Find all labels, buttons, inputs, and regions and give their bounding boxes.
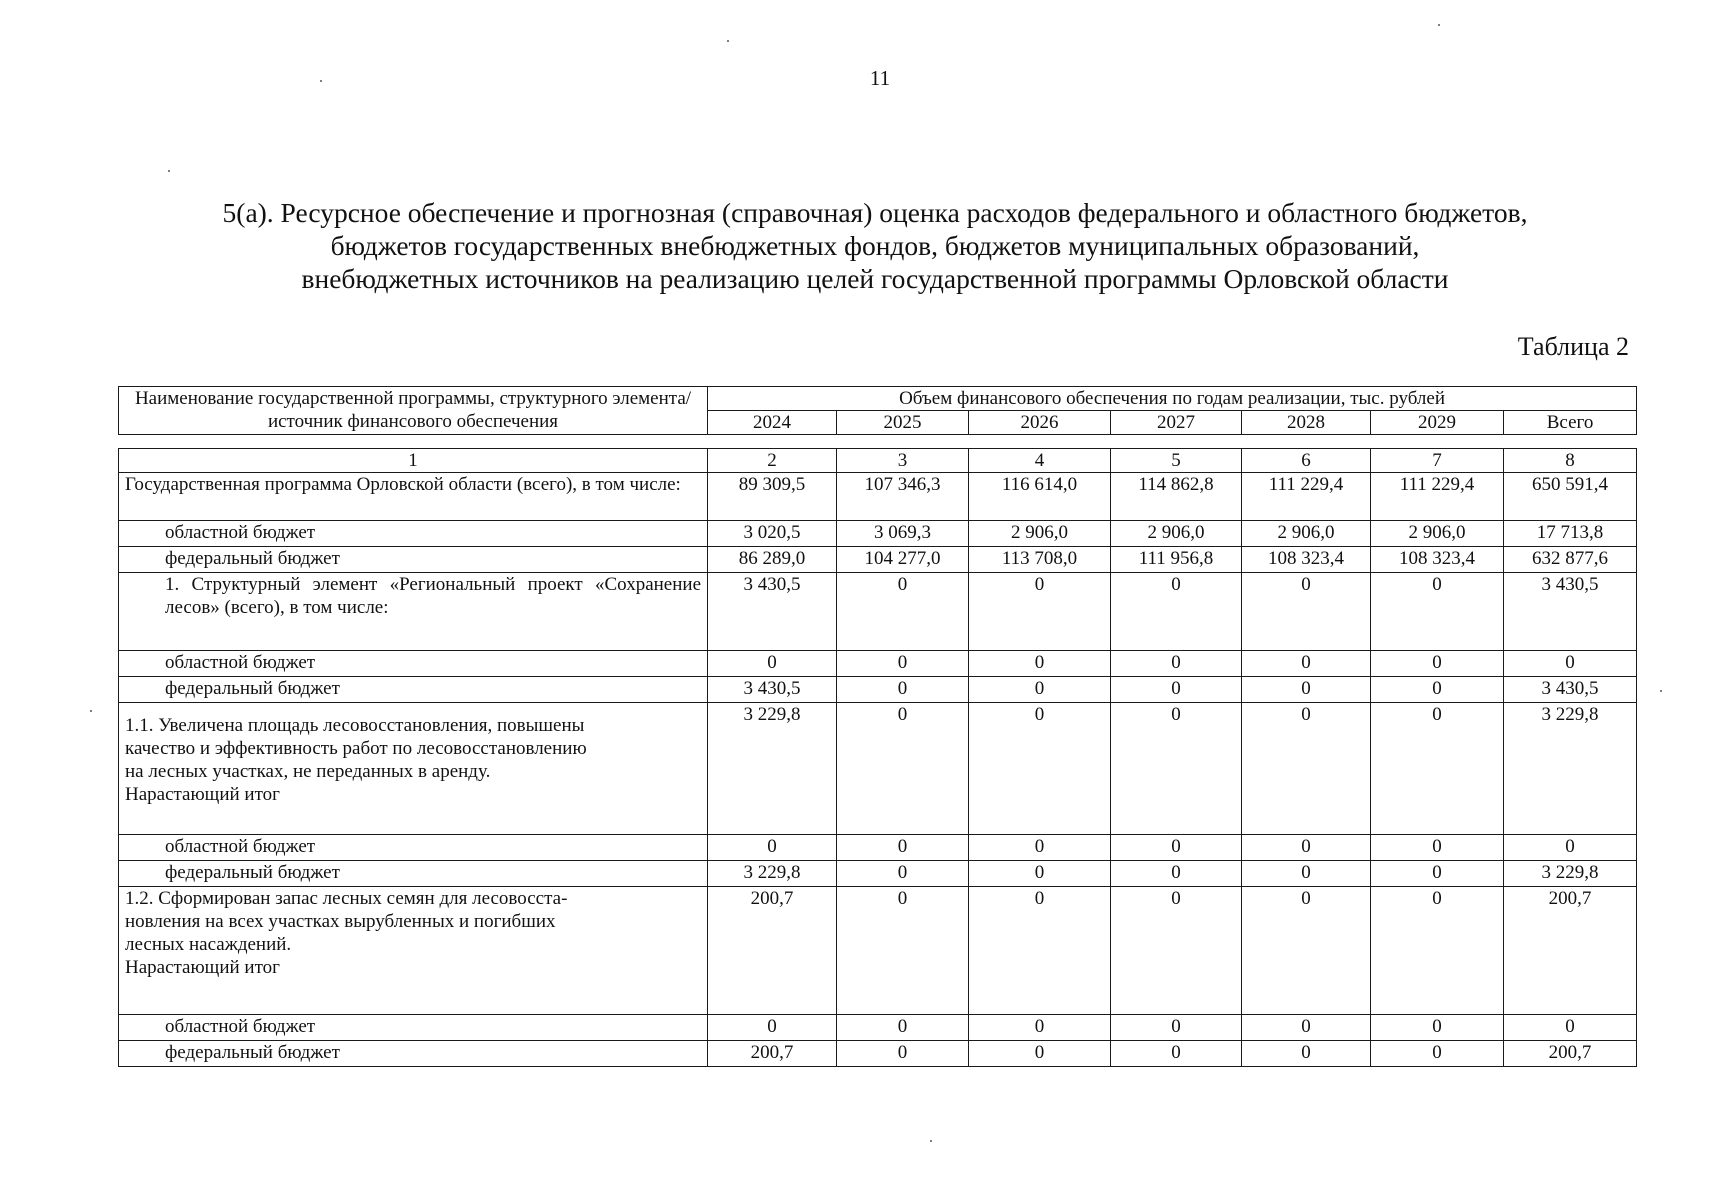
row-value: 0 bbox=[837, 1041, 969, 1067]
row-value: 0 bbox=[969, 651, 1111, 677]
row-name-line: на лесных участках, не переданных в аренду. bbox=[125, 761, 491, 782]
row-name: областной бюджет bbox=[119, 1015, 708, 1041]
row-value: 0 bbox=[1371, 573, 1504, 651]
row-value: 0 bbox=[1111, 835, 1242, 861]
document-title bbox=[160, 196, 1590, 295]
row-name: федеральный бюджет bbox=[119, 1041, 708, 1067]
table-row bbox=[119, 547, 1637, 573]
row-value: 104 277,0 bbox=[837, 547, 969, 573]
row-name-line: Нарастающий итог bbox=[125, 957, 280, 978]
row-name: областной бюджет bbox=[119, 651, 708, 677]
table-header bbox=[118, 386, 1637, 435]
row-value: 116 614,0 bbox=[969, 473, 1111, 521]
table-row bbox=[119, 887, 1637, 1015]
row-value: 200,7 bbox=[1504, 1041, 1637, 1067]
scan-speck bbox=[1660, 690, 1662, 692]
row-value: 0 bbox=[969, 573, 1111, 651]
row-value: 86 289,0 bbox=[708, 547, 837, 573]
scan-speck bbox=[727, 40, 729, 42]
header-year: 2024 bbox=[708, 411, 837, 435]
row-value: 0 bbox=[1242, 861, 1371, 887]
column-number: 7 bbox=[1371, 449, 1504, 473]
column-numbers-row bbox=[119, 449, 1637, 473]
row-name-line: новления на всех участках вырубленных и погибших bbox=[125, 911, 556, 932]
row-value: 0 bbox=[969, 1041, 1111, 1067]
row-value: 3 229,8 bbox=[1504, 703, 1637, 835]
title-line: 5(а). Ресурсное обеспечение и прогнозная (справочная) оценка расходов федерального и областного бюджетов, bbox=[222, 197, 1528, 228]
row-name: областной бюджет bbox=[119, 835, 708, 861]
row-value: 0 bbox=[708, 651, 837, 677]
page-number: 11 bbox=[869, 66, 891, 90]
header-funding-group: Объем финансового обеспечения по годам реализации, тыс. рублей bbox=[708, 387, 1637, 411]
row-value: 3 020,5 bbox=[708, 521, 837, 547]
row-value: 0 bbox=[1242, 573, 1371, 651]
row-value: 0 bbox=[1504, 651, 1637, 677]
row-value: 0 bbox=[1371, 835, 1504, 861]
row-name-line: качество и эффективность работ по лесовосстановлению bbox=[125, 738, 587, 759]
scan-speck bbox=[1438, 24, 1440, 26]
table-row bbox=[119, 473, 1637, 521]
row-value: 0 bbox=[837, 835, 969, 861]
row-value: 200,7 bbox=[1504, 887, 1637, 1015]
table-row bbox=[119, 861, 1637, 887]
row-value: 0 bbox=[1371, 677, 1504, 703]
title-line: внебюджетных источников на реализацию целей государственной программы Орловской области bbox=[301, 263, 1449, 294]
row-value: 0 bbox=[1371, 887, 1504, 1015]
row-value: 0 bbox=[969, 887, 1111, 1015]
row-value: 3 430,5 bbox=[1504, 573, 1637, 651]
row-value: 0 bbox=[1371, 703, 1504, 835]
row-name bbox=[119, 703, 708, 835]
row-value: 0 bbox=[1242, 887, 1371, 1015]
row-name-line: лесных насаждений. bbox=[125, 934, 292, 955]
row-value: 3 069,3 bbox=[837, 521, 969, 547]
column-number: 5 bbox=[1111, 449, 1242, 473]
row-value: 0 bbox=[1371, 651, 1504, 677]
row-value: 3 430,5 bbox=[708, 677, 837, 703]
row-value: 0 bbox=[1242, 651, 1371, 677]
header-year: 2026 bbox=[969, 411, 1111, 435]
scan-speck bbox=[930, 1140, 932, 1142]
row-value: 0 bbox=[1242, 1041, 1371, 1067]
row-value: 0 bbox=[1111, 651, 1242, 677]
table-row bbox=[119, 1041, 1637, 1067]
row-name: областной бюджет bbox=[119, 521, 708, 547]
table-row bbox=[119, 651, 1637, 677]
table-row bbox=[119, 835, 1637, 861]
header-name-column: Наименование государственной программы, структурного элемента/источник финансового обеспечения bbox=[119, 387, 708, 435]
row-name-line: 1.2. Сформирован запас лесных семян для лесовосста- bbox=[125, 888, 568, 909]
header-year: 2025 bbox=[837, 411, 969, 435]
header-year: 2028 bbox=[1242, 411, 1371, 435]
row-value: 2 906,0 bbox=[1371, 521, 1504, 547]
row-value: 0 bbox=[837, 1015, 969, 1041]
row-name-line: 1.1. Увеличена площадь лесовосстановления, повышены bbox=[125, 715, 585, 736]
row-value: 0 bbox=[837, 651, 969, 677]
row-value: 2 906,0 bbox=[969, 521, 1111, 547]
row-name: 1. Структурный элемент «Региональный проект «Сохранение лесов» (всего), в том числе: bbox=[119, 573, 708, 651]
row-value: 0 bbox=[1111, 677, 1242, 703]
row-value: 0 bbox=[1242, 677, 1371, 703]
table-row bbox=[119, 1015, 1637, 1041]
row-name: Государственная программа Орловской области (всего), в том числе: bbox=[119, 473, 708, 521]
row-value: 108 323,4 bbox=[1371, 547, 1504, 573]
row-value: 0 bbox=[1242, 1015, 1371, 1041]
row-name bbox=[119, 887, 708, 1015]
row-value: 3 229,8 bbox=[1504, 861, 1637, 887]
header-year: 2027 bbox=[1111, 411, 1242, 435]
table-row bbox=[119, 677, 1637, 703]
scan-speck bbox=[168, 170, 170, 172]
row-value: 0 bbox=[969, 861, 1111, 887]
row-value: 111 229,4 bbox=[1371, 473, 1504, 521]
column-number: 2 bbox=[708, 449, 837, 473]
row-value: 0 bbox=[1111, 1015, 1242, 1041]
scan-speck bbox=[320, 80, 322, 82]
row-value: 200,7 bbox=[708, 887, 837, 1015]
table-row bbox=[119, 573, 1637, 651]
row-value: 0 bbox=[837, 703, 969, 835]
row-value: 632 877,6 bbox=[1504, 547, 1637, 573]
header-year: 2029 bbox=[1371, 411, 1504, 435]
row-value: 113 708,0 bbox=[969, 547, 1111, 573]
row-value: 0 bbox=[1242, 835, 1371, 861]
row-value: 0 bbox=[1504, 1015, 1637, 1041]
row-value: 0 bbox=[837, 861, 969, 887]
row-value: 0 bbox=[837, 573, 969, 651]
title-line: бюджетов государственных внебюджетных фондов, бюджетов муниципальных образований, bbox=[330, 230, 1420, 261]
row-value: 114 862,8 bbox=[1111, 473, 1242, 521]
column-number: 3 bbox=[837, 449, 969, 473]
row-value: 0 bbox=[1371, 1015, 1504, 1041]
row-value: 0 bbox=[969, 1015, 1111, 1041]
row-value: 89 309,5 bbox=[708, 473, 837, 521]
row-value: 111 956,8 bbox=[1111, 547, 1242, 573]
row-value: 0 bbox=[1111, 861, 1242, 887]
column-number: 8 bbox=[1504, 449, 1637, 473]
row-value: 3 229,8 bbox=[708, 861, 837, 887]
table-row bbox=[119, 521, 1637, 547]
column-number: 1 bbox=[119, 449, 708, 473]
row-value: 17 713,8 bbox=[1504, 521, 1637, 547]
row-value: 2 906,0 bbox=[1111, 521, 1242, 547]
row-value: 0 bbox=[1504, 835, 1637, 861]
row-value: 0 bbox=[1111, 887, 1242, 1015]
row-name: федеральный бюджет bbox=[119, 861, 708, 887]
row-value: 111 229,4 bbox=[1242, 473, 1371, 521]
row-value: 0 bbox=[969, 703, 1111, 835]
row-value: 0 bbox=[837, 887, 969, 1015]
row-value: 0 bbox=[1242, 703, 1371, 835]
row-value: 3 430,5 bbox=[708, 573, 837, 651]
row-name: федеральный бюджет bbox=[119, 547, 708, 573]
row-value: 650 591,4 bbox=[1504, 473, 1637, 521]
row-value: 0 bbox=[1111, 703, 1242, 835]
row-value: 0 bbox=[1111, 1041, 1242, 1067]
row-value: 3 430,5 bbox=[1504, 677, 1637, 703]
row-value: 0 bbox=[1371, 1041, 1504, 1067]
header-total: Всего bbox=[1504, 411, 1637, 435]
row-value: 200,7 bbox=[708, 1041, 837, 1067]
row-value: 0 bbox=[708, 835, 837, 861]
column-number: 4 bbox=[969, 449, 1111, 473]
row-value: 2 906,0 bbox=[1242, 521, 1371, 547]
row-name-line: Нарастающий итог bbox=[125, 784, 280, 805]
table-body bbox=[118, 448, 1637, 1067]
table-row bbox=[119, 703, 1637, 835]
column-number: 6 bbox=[1242, 449, 1371, 473]
row-value: 107 346,3 bbox=[837, 473, 969, 521]
row-value: 0 bbox=[1111, 573, 1242, 651]
table-label: Таблица 2 bbox=[1517, 332, 1629, 361]
row-value: 3 229,8 bbox=[708, 703, 837, 835]
row-value: 0 bbox=[969, 677, 1111, 703]
row-value: 108 323,4 bbox=[1242, 547, 1371, 573]
row-value: 0 bbox=[969, 835, 1111, 861]
scan-speck bbox=[90, 710, 92, 712]
row-value: 0 bbox=[708, 1015, 837, 1041]
row-value: 0 bbox=[1371, 861, 1504, 887]
row-value: 0 bbox=[837, 677, 969, 703]
row-name: федеральный бюджет bbox=[119, 677, 708, 703]
